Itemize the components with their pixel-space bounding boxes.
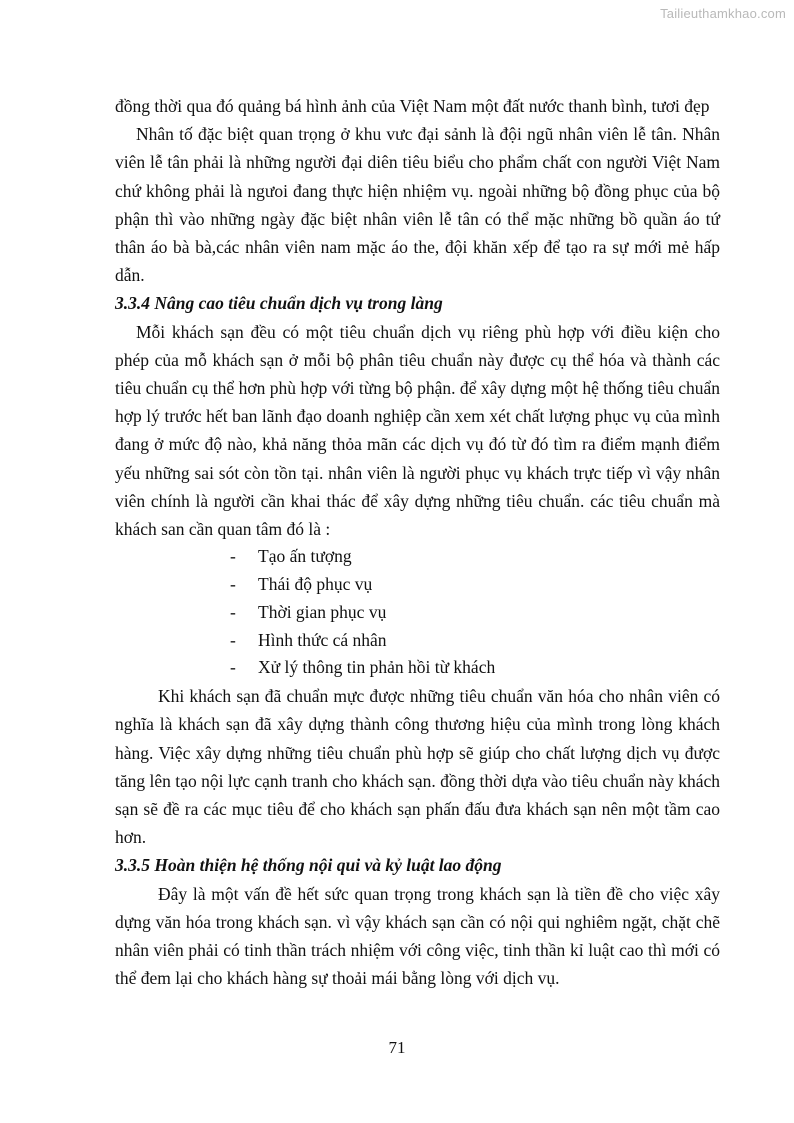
- section-heading-3-3-4: 3.3.4 Nâng cao tiêu chuẩn dịch vụ trong làng: [115, 293, 443, 314]
- list-item: [230, 627, 720, 655]
- list-item-text: Tạo ấn tượng: [258, 546, 352, 567]
- paragraph-rules-discipline: Đây là một vấn đề hết sức quan trọng trong khách sạn là tiền đề cho việc xây dựng văn hóa trong khách sạn. vì vậy khách sạn cần có nội qui nghiêm ngặt, chặt chẽ nhân viên phải có tinh thần trách nhiệm với công việc, tinh thần kỉ luật cao thì mới có thể đem lại cho khách hàng sự thoải mái bằng lòng với dịch vụ.: [115, 883, 720, 989]
- list-item-text: Hình thức cá nhân: [258, 629, 387, 650]
- paragraph-continuation: đồng thời qua đó quảng bá hình ảnh của Việt Nam một đất nước thanh bình, tươi đẹp: [115, 96, 710, 116]
- list-item: [230, 543, 720, 571]
- list-item: [230, 599, 720, 627]
- list-item: [230, 571, 720, 599]
- paragraph-service-standards: Mỗi khách sạn đều có một tiêu chuẩn dịch vụ riêng phù hợp với điều kiện cho phép của mỗ khách sạn ở mỗi bộ phân tiêu chuẩn này được cụ thể hóa và thành các tiêu chuẩn cụ thể hơn phù hợp với từng bộ phận. để xây dựng một hệ thống tiêu chuẩn hợp lý trước hết ban lãnh đạo doanh nghiệp cần xem xét chất lượng phục vụ của mình đang ở mức độ nào, khả năng thỏa mãn các dịch vụ đó từ đó tìm ra điểm mạnh điểm yếu những sai sót còn tồn tại. nhân viên là người phục vụ khách trực tiếp vì vậy nhân viên chính là người cần khai thác để xây dựng những tiêu chuẩn. các tiêu chuẩn mà khách san cần quan tâm đó là :: [115, 321, 720, 540]
- bullet-marker: -: [230, 629, 236, 650]
- list-item: [230, 654, 720, 682]
- bullet-marker: -: [230, 657, 236, 678]
- list-item-text: Xử lý thông tin phản hồi từ khách: [258, 657, 496, 678]
- watermark-text: Tailieuthamkhao.com: [660, 6, 786, 21]
- bullet-marker: -: [230, 601, 236, 622]
- section-heading-3-3-5: 3.3.5 Hoàn thiện hệ thống nội qui và kỷ luật lao động: [115, 855, 502, 876]
- page-number: 71: [388, 1038, 406, 1057]
- bullet-marker: -: [230, 574, 236, 595]
- list-item-text: Thái độ phục vụ: [258, 574, 373, 595]
- standards-list: [115, 543, 720, 682]
- paragraph-reception-staff: Nhân tố đặc biệt quan trọng ở khu vưc đại sảnh là đội ngũ nhân viên lễ tân. Nhân viên lễ tân phải là những người đại diên tiêu biểu cho phẩm chất con người Việt Nam chứ không phải là ngưoi đang thực hiện nhiệm vụ. ngoài những bộ đồng phục của bộ phận thì vào những ngày đặc biệt nhân viên lễ tân có thể mặc những bồ quần áo tứ thân áo bà bà,các nhân viên nam mặc áo the, đội khăn xếp để tạo ra sự mới mẻ hấp dẫn.: [115, 124, 720, 286]
- paragraph-brand-building: Khi khách sạn đã chuẩn mực được những tiêu chuẩn văn hóa cho nhân viên có nghĩa là khách sạn đã xây dựng thành công thương hiệu của mình trong lòng khách hàng. Việc xây dựng những tiêu chuẩn phù hợp sẽ giúp cho chất lượng dịch vụ được tăng lên tạo nội lực cạnh tranh cho khách sạn. đồng thời dựa vào tiêu chuẩn này khách sạn sẽ đề ra các mục tiêu để cho khách sạn phấn đấu đưa khách sạn nên một tầm cao hơn.: [115, 686, 720, 848]
- document-body: [115, 92, 720, 992]
- bullet-marker: -: [230, 546, 236, 567]
- list-item-text: Thời gian phục vụ: [258, 601, 387, 622]
